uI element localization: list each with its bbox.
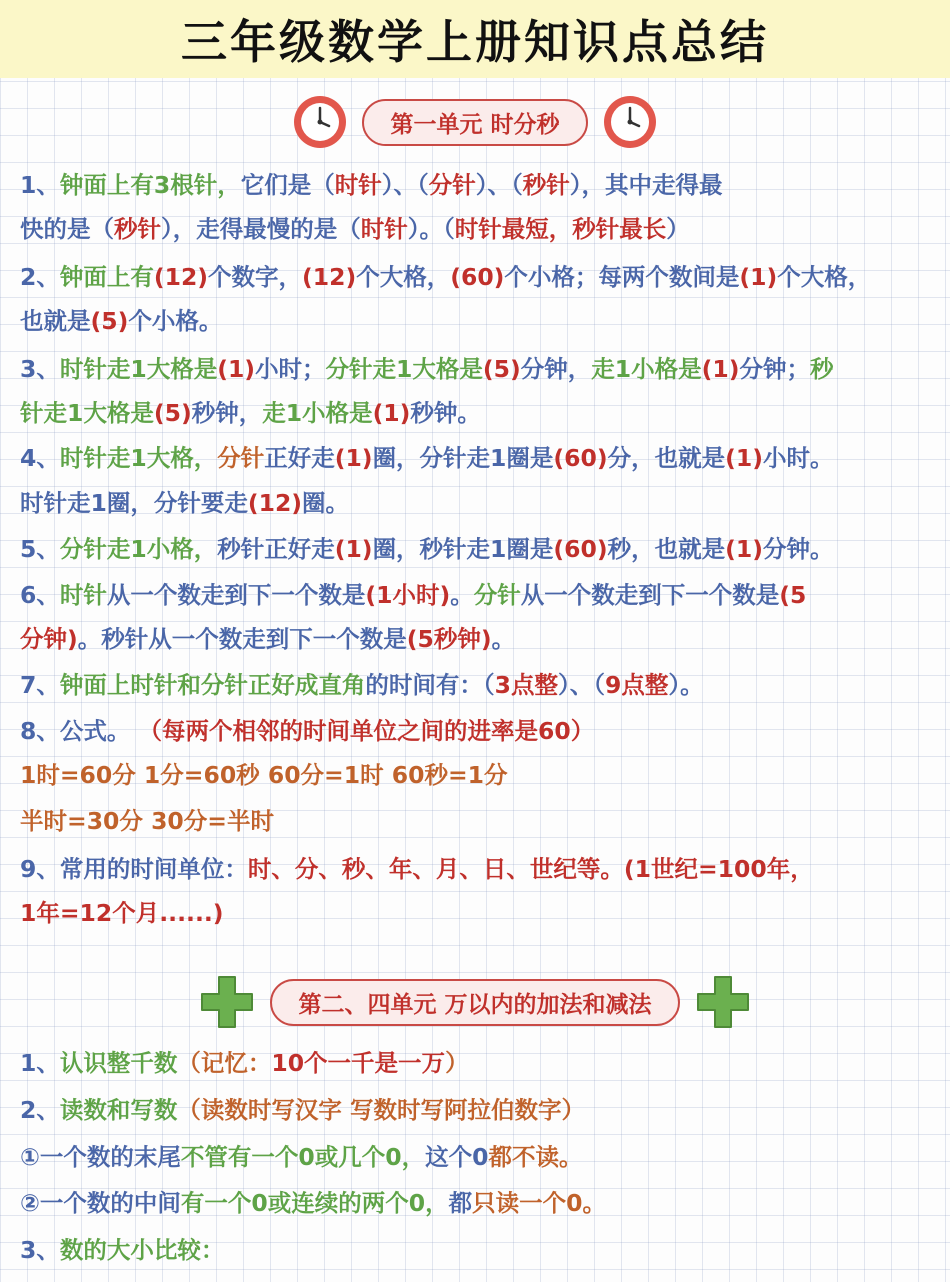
text-line [20, 162, 940, 208]
text-segment: 时针走1大格是 [59, 355, 218, 383]
text-line [20, 846, 940, 892]
text-line [20, 798, 940, 844]
text-line [20, 662, 940, 708]
text-segment: 10个一千是一万 [271, 1049, 446, 1077]
text-segment: 快的是（ [20, 215, 114, 243]
text-segment: 也就是 [20, 307, 91, 335]
text-segment: 分针 [428, 171, 476, 199]
text-line [20, 254, 940, 300]
text-segment: (1) [725, 535, 763, 563]
text-line [20, 526, 940, 572]
text-segment: (12) [302, 263, 357, 291]
text-line [20, 298, 940, 344]
text-segment: 个小格；每两个数间是 [504, 263, 740, 291]
text-segment: ） [666, 215, 690, 243]
text-segment: 1时=60分 1分=60秒 60分=1时 60秒=1分 [20, 761, 508, 789]
text-segment: (1小时) [365, 581, 451, 609]
text-segment: 。秒针从一个数走到下一个数是 [77, 625, 407, 653]
text-segment: (5秒钟) [406, 625, 492, 653]
text-segment: 从一个数走到下一个数是 [106, 581, 366, 609]
text-segment: 3点整 [494, 671, 558, 699]
text-line [20, 1227, 940, 1273]
text-segment: 个大格， [356, 263, 451, 291]
text-segment: 4、 [20, 444, 60, 472]
text-segment: 8、公式。 [20, 717, 139, 745]
text-segment: 分钟。 [762, 535, 834, 563]
text-segment: 圈，秒针走1圈是 [372, 535, 554, 563]
text-segment: 秒针 [522, 171, 570, 199]
text-segment: ），其中走得最 [569, 171, 723, 199]
text-line [20, 1087, 940, 1133]
text-segment: (5) [90, 307, 129, 335]
text-segment: 时针走1大格， [59, 444, 218, 472]
text-segment: 不管有一个0或几个0， [180, 1143, 426, 1171]
text-segment: 都不读。 [488, 1143, 583, 1171]
text-segment: 秒钟。 [410, 399, 481, 427]
text-segment: 小时； [255, 355, 326, 383]
section1-heading-row [0, 94, 950, 150]
text-segment: 分，也就是 [607, 444, 726, 472]
text-segment: 时针 [59, 581, 107, 609]
text-segment: 3、 [20, 1236, 60, 1264]
text-segment: 分钟) [20, 625, 78, 653]
text-segment: 。 [491, 625, 516, 653]
text-segment: (5 [779, 581, 807, 609]
text-segment: 个大格， [777, 263, 872, 291]
text-segment: 时、分、秒、年、月、日、世纪等。(1世纪=100年， [247, 855, 814, 883]
page-title: 三年级数学上册知识点总结 [181, 15, 769, 69]
section2-heading-row [0, 973, 950, 1031]
text-segment: 的时间有：（ [365, 671, 495, 699]
text-segment: 1年=12个月......) [20, 899, 224, 927]
text-segment: 2、 [20, 1096, 60, 1124]
text-line [20, 1040, 940, 1086]
section1-heading: 第一单元 时分秒 [362, 99, 587, 146]
text-segment: 3、 [20, 355, 60, 383]
clock-icon [602, 94, 658, 150]
text-segment: 针走1大格是 [20, 399, 154, 427]
text-segment: ）、（ [381, 171, 429, 199]
text-line [20, 616, 940, 662]
text-segment: 秒钟， [191, 399, 263, 427]
text-line [20, 708, 940, 754]
text-segment: 。 [450, 581, 474, 609]
text-segment: 认识整千数 [59, 1049, 178, 1077]
text-segment: (1) [217, 355, 256, 383]
text-segment: 个小格。 [128, 307, 223, 335]
plus-icon [694, 973, 752, 1031]
text-segment: （记忆： [177, 1049, 272, 1077]
text-segment: 圈，分针走1圈是 [372, 444, 554, 472]
text-segment: 数的大小比较： [59, 1236, 225, 1264]
page-header [0, 0, 950, 78]
text-segment: 钟面上有 [59, 263, 154, 291]
text-segment: 6、 [20, 581, 60, 609]
text-segment: 它们是（ [240, 171, 335, 199]
text-segment: 走1小格是 [591, 355, 702, 383]
text-segment: （每两个相邻的时间单位之间的进率是60） [138, 717, 595, 745]
text-segment: 秒针正好走 [217, 535, 335, 563]
text-segment: 分钟； [739, 355, 810, 383]
text-segment: ）。（ [407, 215, 455, 243]
text-segment: (1) [334, 535, 373, 563]
text-line [20, 1134, 940, 1180]
text-line [20, 572, 940, 618]
text-line [20, 480, 940, 526]
text-segment: (12) [153, 263, 209, 291]
text-segment: (12) [247, 489, 303, 517]
text-segment: （读数时写汉字 写数时写阿拉伯数字） [177, 1096, 586, 1124]
text-segment: 分针走1小格， [59, 535, 218, 563]
text-segment: (60) [553, 444, 608, 472]
text-segment: 秒针 [114, 215, 161, 243]
text-segment: 5、 [20, 535, 60, 563]
text-segment: ①一个数的末尾 [20, 1143, 181, 1171]
text-segment: 7、 [20, 671, 60, 699]
text-segment: 分钟， [520, 355, 592, 383]
text-segment: 时针 [360, 215, 408, 243]
text-segment: ）、（ [475, 171, 523, 199]
text-segment: 只读一个0。 [472, 1189, 606, 1217]
text-segment: 个数字， [208, 263, 303, 291]
text-segment: (1) [739, 263, 778, 291]
text-line [20, 890, 940, 936]
text-segment: 半时=30分 30分=半时 [20, 807, 274, 835]
text-segment: 1、 [20, 171, 60, 199]
text-segment: (60) [450, 263, 505, 291]
text-segment: (5) [153, 399, 192, 427]
text-segment: (1) [372, 399, 411, 427]
text-segment: 秒 [809, 355, 834, 383]
text-segment: 分针 [217, 444, 265, 472]
text-segment: 1、 [20, 1049, 60, 1077]
text-segment: 2、 [20, 263, 60, 291]
text-line [20, 346, 940, 392]
clock-icon [292, 94, 348, 150]
plus-icon [198, 973, 256, 1031]
text-line [20, 435, 940, 481]
text-segment: (60) [553, 535, 608, 563]
text-segment: 9点整 [604, 671, 669, 699]
section2-heading: 第二、四单元 万以内的加法和减法 [270, 979, 679, 1026]
text-segment: 读数和写数 [59, 1096, 178, 1124]
text-line [20, 206, 940, 252]
text-line [20, 1180, 940, 1226]
text-segment: 时针走1圈，分针要走 [20, 489, 248, 517]
text-segment: ②一个数的中间 [20, 1189, 181, 1217]
text-line [20, 390, 940, 436]
text-segment: 钟面上时针和分针正好成直角 [59, 671, 366, 699]
text-segment: 钟面上有3根针， [59, 171, 241, 199]
text-segment: (1) [701, 355, 740, 383]
text-segment: 圈。 [302, 489, 350, 517]
text-segment: 分针 [473, 581, 521, 609]
text-segment: 正好走 [264, 444, 335, 472]
text-segment: 小时。 [762, 444, 834, 472]
text-segment: (1) [334, 444, 373, 472]
text-segment: 从一个数走到下一个数是 [520, 581, 780, 609]
text-segment: 9、常用的时间单位： [20, 855, 248, 883]
text-segment: (5) [482, 355, 521, 383]
text-segment: 时针最短，秒针最长 [454, 215, 667, 243]
text-segment: 都 [448, 1189, 473, 1217]
text-segment: 秒，也就是 [607, 535, 726, 563]
text-segment: ）、（ [557, 671, 605, 699]
text-segment: 这个0 [425, 1143, 489, 1171]
text-line [20, 752, 940, 798]
text-segment: 分针走1大格是 [325, 355, 483, 383]
text-segment: ）。 [668, 671, 704, 699]
text-segment: 有一个0或连续的两个0， [180, 1189, 449, 1217]
text-segment: ） [445, 1049, 469, 1077]
text-segment: 时针 [334, 171, 382, 199]
text-segment: 走1小格是 [262, 399, 373, 427]
text-segment: (1) [725, 444, 763, 472]
text-segment: ），走得最慢的是（ [161, 215, 361, 243]
